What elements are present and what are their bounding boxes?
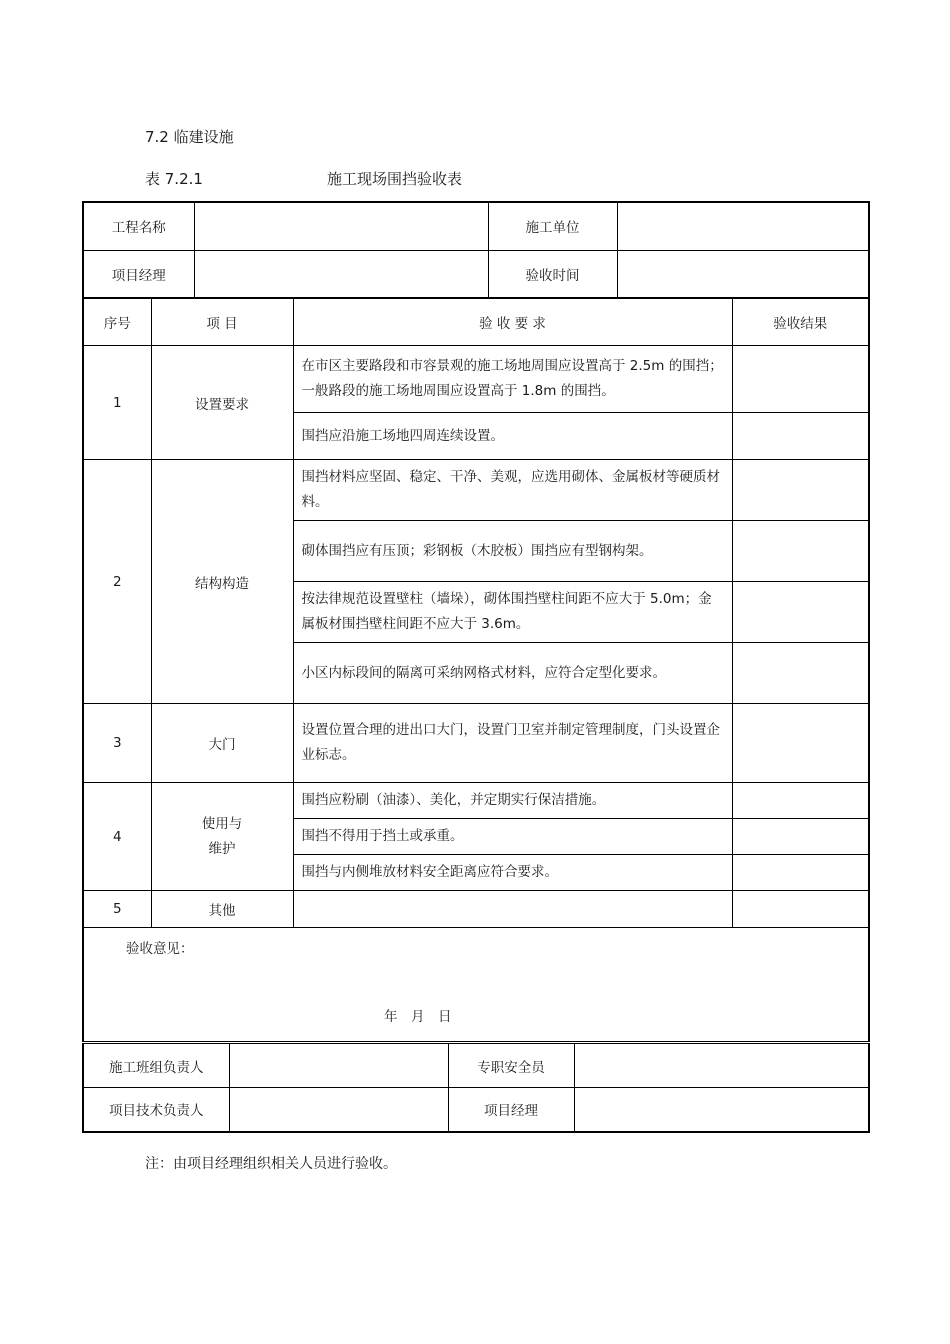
row-no: 1 [83, 346, 151, 460]
row-no: 2 [83, 460, 151, 704]
technical-leader-signature[interactable] [229, 1088, 448, 1132]
column-header-no: 序号 [83, 298, 151, 346]
safety-officer-label: 专职安全员 [448, 1044, 574, 1088]
table-row [83, 704, 869, 783]
row-no: 3 [83, 704, 151, 783]
result-cell[interactable] [732, 582, 869, 643]
table-title: 施工现场围挡验收表 [327, 170, 463, 188]
opinion-row [83, 928, 869, 1042]
result-cell[interactable] [732, 891, 869, 928]
result-cell[interactable] [732, 346, 869, 413]
section-title: 7.2 临建设施 [145, 128, 234, 146]
column-header-item: 项 目 [151, 298, 293, 346]
row-no: 4 [83, 783, 151, 891]
contractor-label: 施工单位 [488, 202, 617, 250]
requirement-cell: 砌体围挡应有压顶；彩钢板（木胶板）围挡应有型钢构架。 [293, 521, 732, 582]
result-cell[interactable] [732, 819, 869, 855]
requirement-cell: 围挡应沿施工场地四周连续设置。 [293, 413, 732, 460]
table-number: 表 7.2.1 [145, 170, 203, 188]
project-manager-signature[interactable] [574, 1088, 869, 1132]
requirement-cell[interactable] [293, 891, 732, 928]
row-item: 其他 [151, 891, 293, 928]
project-manager-label: 项目经理 [83, 250, 194, 298]
project-name-label: 工程名称 [83, 202, 194, 250]
requirement-cell: 在市区主要路段和市容景观的施工场地周围应设置高于 2.5m 的围挡；一般路段的施工场地周围应设置高于 1.8m 的围挡。 [293, 346, 732, 413]
requirement-cell: 围挡与内侧堆放材料安全距离应符合要求。 [293, 855, 732, 891]
requirement-cell: 小区内标段间的隔离可采纳网格式材料，应符合定型化要求。 [293, 643, 732, 704]
requirement-cell: 围挡应粉刷（油漆）、美化，并定期实行保洁措施。 [293, 783, 732, 819]
project-manager-sign-label: 项目经理 [448, 1088, 574, 1132]
team-leader-label: 施工班组负责人 [83, 1044, 229, 1088]
result-cell[interactable] [732, 521, 869, 582]
requirement-cell: 按法律规范设置壁柱（墙垛），砌体围挡壁柱间距不应大于 5.0m；金属板材围挡壁柱间距不应大于 3.6m。 [293, 582, 732, 643]
row-item: 设置要求 [151, 346, 293, 460]
inspection-time-label: 验收时间 [488, 250, 617, 298]
project-manager-value[interactable] [194, 250, 488, 298]
row-item [151, 783, 293, 891]
row-item: 结构构造 [151, 460, 293, 704]
signature-table [82, 1043, 870, 1133]
result-cell[interactable] [732, 704, 869, 783]
inspection-time-value[interactable] [617, 250, 869, 298]
table-row [83, 460, 869, 521]
opinion-cell[interactable] [83, 928, 869, 1042]
team-leader-signature[interactable] [229, 1044, 448, 1088]
footnote: 注：由项目经理组织相关人员进行验收。 [145, 1156, 397, 1172]
column-header-requirement: 验 收 要 求 [293, 298, 732, 346]
result-cell[interactable] [732, 460, 869, 521]
column-header-row [83, 298, 869, 346]
column-header-result: 验收结果 [732, 298, 869, 346]
requirement-cell: 设置位置合理的进出口大门，设置门卫室并制定管理制度，门头设置企业标志。 [293, 704, 732, 783]
table-row [83, 783, 869, 819]
safety-officer-signature[interactable] [574, 1044, 869, 1088]
table-row [83, 346, 869, 413]
row-no: 5 [83, 891, 151, 928]
opinion-label: 验收意见： [126, 941, 194, 957]
result-cell[interactable] [732, 855, 869, 891]
requirement-cell: 围挡材料应坚固、稳定、干净、美观，应选用砌体、金属板材等硬质材料。 [293, 460, 732, 521]
row-item: 大门 [151, 704, 293, 783]
result-cell[interactable] [732, 643, 869, 704]
opinion-date: 年 月 日 [384, 1009, 452, 1025]
row-item-text: 使用与维护 [201, 815, 243, 857]
header-info-table [82, 201, 870, 299]
project-name-value[interactable] [194, 202, 488, 250]
contractor-value[interactable] [617, 202, 869, 250]
table-row [83, 891, 869, 928]
requirement-cell: 围挡不得用于挡土或承重。 [293, 819, 732, 855]
result-cell[interactable] [732, 783, 869, 819]
requirements-table [82, 297, 870, 1042]
technical-leader-label: 项目技术负责人 [83, 1088, 229, 1132]
result-cell[interactable] [732, 413, 869, 460]
